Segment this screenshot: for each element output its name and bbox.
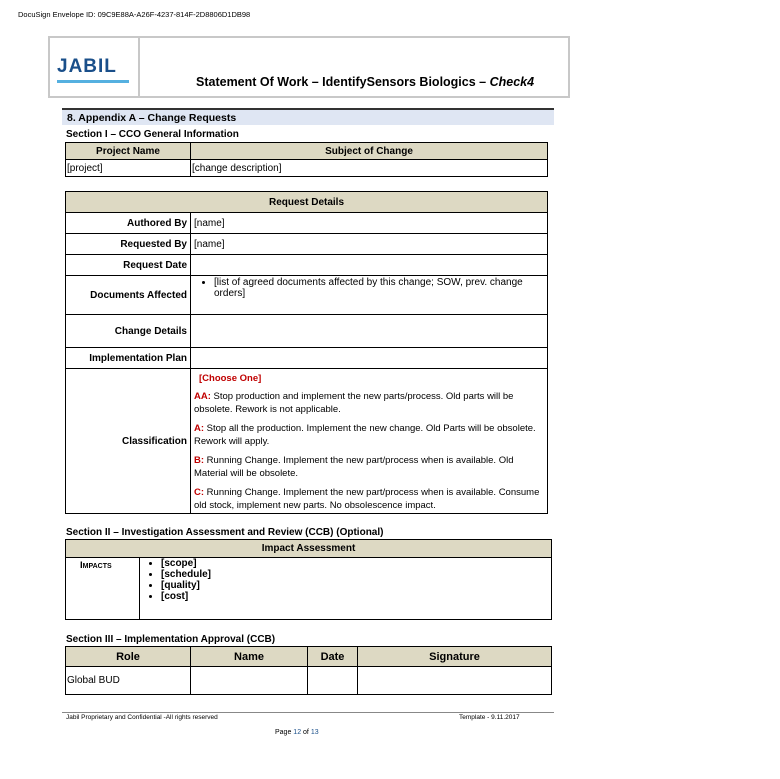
logo-underline — [57, 80, 129, 83]
option-c[interactable]: C: Running Change. Implement the new part/process when is available. Consume old stock, implement new parts. No obsolescence impact. — [194, 487, 540, 511]
requested-by-label: Requested By — [66, 234, 191, 255]
documents-affected-label: Documents Affected — [66, 276, 191, 315]
option-b[interactable]: B: Running Change. Implement the new part/process when is available. Old Material will be obsolete. — [194, 455, 514, 479]
subject-of-change-header: Subject of Change — [191, 143, 548, 160]
documents-affected-value[interactable] — [191, 276, 548, 315]
signature-header: Signature — [358, 647, 552, 667]
implementation-plan-value[interactable] — [191, 348, 548, 369]
role-header: Role — [66, 647, 191, 667]
impact-assessment-header: Impact Assessment — [66, 540, 552, 558]
request-date-label: Request Date — [66, 255, 191, 276]
impact-assessment-table — [65, 539, 552, 620]
authored-by-label: Authored By — [66, 213, 191, 234]
document-title: Statement Of Work – IdentifySensors Biologics – Check4 — [196, 75, 535, 89]
subject-of-change-value[interactable]: [change description] — [191, 160, 548, 177]
request-date-value[interactable] — [191, 255, 548, 276]
footer-divider — [62, 712, 554, 713]
document-header — [48, 36, 570, 98]
logo-cell — [50, 38, 140, 96]
impact-item: • [schedule] — [161, 569, 548, 580]
impact-item: • [cost] — [161, 591, 548, 602]
choose-one-label: [Choose One] — [199, 373, 262, 384]
change-details-label: Change Details — [66, 315, 191, 348]
project-name-header: Project Name — [66, 143, 191, 160]
impacts-label: Impacts — [66, 558, 140, 620]
envelope-id: DocuSign Envelope ID: 09C9E88A-A26F-4237-814F-2D8806D1DB98 — [18, 10, 251, 19]
change-details-value[interactable] — [191, 315, 548, 348]
section-8-heading: 8. Appendix A – Change Requests — [62, 108, 554, 125]
option-aa[interactable]: AA: Stop production and implement the new parts/process. Old parts will be obsolete. Rework is not applicable. — [194, 391, 514, 415]
section-3-heading: Section III – Implementation Approval (CCB) — [66, 634, 276, 645]
impact-item: • [quality] — [161, 580, 548, 591]
documents-affected-item: • [list of agreed documents affected by this change; SOW, prev. change orders] — [214, 277, 544, 299]
name-header: Name — [191, 647, 308, 667]
authored-by-value[interactable]: [name] — [191, 213, 548, 234]
signature-value[interactable] — [358, 667, 552, 695]
role-value[interactable]: Global BUD — [66, 667, 191, 695]
date-header: Date — [308, 647, 358, 667]
implementation-plan-label: Implementation Plan — [66, 348, 191, 369]
document-title-italic: Check4 — [489, 75, 535, 89]
jabil-logo: JABIL — [57, 56, 117, 77]
request-details-table — [65, 191, 548, 514]
approval-table — [65, 646, 552, 695]
general-info-table — [65, 142, 548, 177]
section-2-heading: Section II – Investigation Assessment and Review (CCB) (Optional) — [66, 527, 384, 538]
page-number: Page 12 of 13 — [275, 729, 319, 736]
impacts-list[interactable] — [140, 558, 552, 620]
date-value[interactable] — [308, 667, 358, 695]
classification-label: Classification — [66, 369, 191, 514]
impact-item: • [scope] — [161, 558, 548, 569]
classification-options[interactable] — [191, 369, 548, 514]
option-a[interactable]: A: Stop all the production. Implement the new change. Old Parts will be obsolete. Rework will apply. — [194, 423, 536, 447]
request-details-header: Request Details — [66, 192, 548, 213]
footer-template: Template - 9.11.2017 — [459, 714, 520, 721]
section-1-heading: Section I – CCO General Information — [66, 129, 239, 140]
requested-by-value[interactable]: [name] — [191, 234, 548, 255]
footer-confidential: Jabil Proprietary and Confidential -All rights reserved — [66, 714, 218, 721]
name-value[interactable] — [191, 667, 308, 695]
project-name-value[interactable]: [project] — [66, 160, 191, 177]
